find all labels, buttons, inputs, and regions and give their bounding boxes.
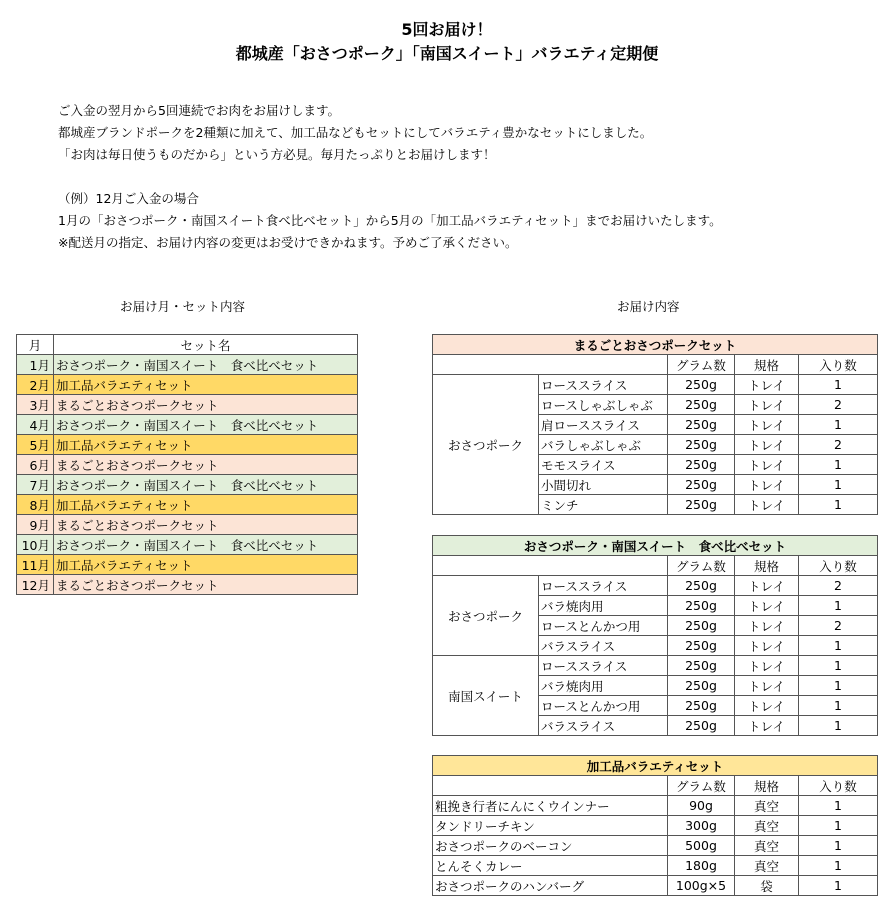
- spec-header: 規格: [735, 556, 799, 576]
- schedule-set: おさつポーク・南国スイート 食べ比べセット: [54, 415, 358, 435]
- item-name: バラ焼肉用: [539, 676, 668, 696]
- schedule-row: [17, 415, 358, 435]
- item-gram: 300g: [668, 816, 735, 836]
- item-gram: 250g: [668, 576, 735, 596]
- intro-line-3: 「お肉は毎日使うものだから」という方必見。毎月たっぷりとお届けします！: [58, 147, 496, 162]
- item-qty: 2: [799, 576, 878, 596]
- spec-header: 規格: [735, 355, 799, 375]
- item-spec: トレイ: [735, 596, 799, 616]
- item-name: 小間切れ: [539, 475, 668, 495]
- item-spec: 真空: [735, 816, 799, 836]
- table-row: [433, 375, 878, 395]
- schedule-month: 9月: [17, 515, 54, 535]
- item-qty: 1: [799, 495, 878, 515]
- schedule-set: まるごとおさつポークセット: [54, 575, 358, 595]
- set3-table: [432, 755, 878, 896]
- page-title-line2: 都城産「おさつポーク」「南国スイート」バラエティ定期便: [235, 44, 659, 63]
- item-qty: 1: [799, 836, 878, 856]
- schedule-row: [17, 515, 358, 535]
- set3-col-header: [433, 776, 878, 796]
- gram-header: グラム数: [668, 556, 735, 576]
- item-spec: トレイ: [735, 475, 799, 495]
- schedule-row: [17, 375, 358, 395]
- set-header: セット名: [54, 335, 358, 355]
- intro-line-1: ご入金の翌月から5回連続でお肉をお届けします。: [58, 103, 340, 118]
- item-gram: 250g: [668, 616, 735, 636]
- table-row: [433, 796, 878, 816]
- item-name: とんそくカレー: [433, 856, 668, 876]
- set2-table: [432, 535, 878, 736]
- item-name: バラスライス: [539, 636, 668, 656]
- item-qty: 1: [799, 876, 878, 896]
- example-line-2: 1月の「おさつポーク・南国スイート食べ比べセット」から5月の「加工品バラエティセット」までお届けいたします。: [58, 213, 722, 228]
- item-spec: 袋: [735, 876, 799, 896]
- item-gram: 250g: [668, 415, 735, 435]
- item-qty: 2: [799, 616, 878, 636]
- schedule-set: 加工品バラエティセット: [54, 495, 358, 515]
- item-name: ロースとんかつ用: [539, 696, 668, 716]
- gram-header: グラム数: [668, 776, 735, 796]
- schedule-row: [17, 475, 358, 495]
- item-spec: 真空: [735, 836, 799, 856]
- item-gram: 180g: [668, 856, 735, 876]
- item-gram: 250g: [668, 495, 735, 515]
- schedule-row: [17, 535, 358, 555]
- set3-title: 加工品バラエティセット: [433, 756, 878, 776]
- item-name: ローススライス: [539, 375, 668, 395]
- item-spec: トレイ: [735, 676, 799, 696]
- item-spec: トレイ: [735, 616, 799, 636]
- set1-group-label: おさつポーク: [433, 375, 539, 515]
- set2-col-header: [433, 556, 878, 576]
- schedule-header: [17, 335, 358, 355]
- schedule-set: おさつポーク・南国スイート 食べ比べセット: [54, 475, 358, 495]
- schedule-month: 1月: [17, 355, 54, 375]
- item-gram: 250g: [668, 596, 735, 616]
- item-name: ローススライス: [539, 576, 668, 596]
- item-spec: トレイ: [735, 696, 799, 716]
- item-qty: 1: [799, 796, 878, 816]
- schedule-caption: お届け月・セット内容: [120, 299, 246, 314]
- intro-line-2: 都城産ブランドポークを2種類に加えて、加工品などもセットにしてバラエティ豊かなセットにしました。: [58, 125, 653, 140]
- table-row: [433, 836, 878, 856]
- item-qty: 1: [799, 716, 878, 736]
- item-name: バラ焼肉用: [539, 596, 668, 616]
- item-name: 肩ローススライス: [539, 415, 668, 435]
- item-gram: 250g: [668, 656, 735, 676]
- item-spec: トレイ: [735, 415, 799, 435]
- item-spec: トレイ: [735, 656, 799, 676]
- schedule-month: 5月: [17, 435, 54, 455]
- item-qty: 1: [799, 455, 878, 475]
- item-gram: 250g: [668, 435, 735, 455]
- item-qty: 1: [799, 816, 878, 836]
- item-spec: トレイ: [735, 495, 799, 515]
- table-row: [433, 876, 878, 896]
- item-qty: 1: [799, 656, 878, 676]
- item-name: ローススライス: [539, 656, 668, 676]
- schedule-month: 7月: [17, 475, 54, 495]
- schedule-month: 3月: [17, 395, 54, 415]
- item-name: バラしゃぶしゃぶ: [539, 435, 668, 455]
- set1-col-header: [433, 355, 878, 375]
- schedule-month: 12月: [17, 575, 54, 595]
- set1-title: まるごとおさつポークセット: [433, 335, 878, 355]
- item-name: バラスライス: [539, 716, 668, 736]
- item-gram: 500g: [668, 836, 735, 856]
- item-gram: 90g: [668, 796, 735, 816]
- item-spec: トレイ: [735, 636, 799, 656]
- item-qty: 1: [799, 475, 878, 495]
- item-spec: トレイ: [735, 435, 799, 455]
- item-qty: 1: [799, 636, 878, 656]
- item-spec: トレイ: [735, 455, 799, 475]
- item-spec: トレイ: [735, 576, 799, 596]
- set2-title: おさつポーク・南国スイート 食べ比べセット: [433, 536, 878, 556]
- item-qty: 1: [799, 375, 878, 395]
- qty-header: 入り数: [799, 355, 878, 375]
- qty-header: 入り数: [799, 556, 878, 576]
- item-name: おさつポークのベーコン: [433, 836, 668, 856]
- schedule-table: [16, 334, 358, 595]
- month-header: 月: [17, 335, 54, 355]
- schedule-set: まるごとおさつポークセット: [54, 515, 358, 535]
- item-gram: 250g: [668, 716, 735, 736]
- set2-group-label: 南国スイート: [433, 656, 539, 736]
- schedule-month: 4月: [17, 415, 54, 435]
- qty-header: 入り数: [799, 776, 878, 796]
- schedule-month: 11月: [17, 555, 54, 575]
- schedule-row: [17, 395, 358, 415]
- item-gram: 250g: [668, 395, 735, 415]
- item-name: ミンチ: [539, 495, 668, 515]
- item-qty: 1: [799, 415, 878, 435]
- schedule-row: [17, 435, 358, 455]
- item-spec: トレイ: [735, 716, 799, 736]
- schedule-row: [17, 355, 358, 375]
- schedule-row: [17, 495, 358, 515]
- item-name: おさつポークのハンバーグ: [433, 876, 668, 896]
- schedule-set: おさつポーク・南国スイート 食べ比べセット: [54, 355, 358, 375]
- set2-group-label: おさつポーク: [433, 576, 539, 656]
- item-qty: 1: [799, 676, 878, 696]
- page-title-line1: 5回お届け！: [401, 20, 493, 39]
- item-gram: 250g: [668, 696, 735, 716]
- item-qty: 2: [799, 435, 878, 455]
- item-name: タンドリーチキン: [433, 816, 668, 836]
- schedule-month: 6月: [17, 455, 54, 475]
- schedule-set: まるごとおさつポークセット: [54, 455, 358, 475]
- table-row: [433, 576, 878, 596]
- example-line-3: ※配送月の指定、お届け内容の変更はお受けできかねます。予めご了承ください。: [58, 235, 518, 250]
- item-qty: 1: [799, 596, 878, 616]
- spec-header: 規格: [735, 776, 799, 796]
- item-spec: 真空: [735, 856, 799, 876]
- set1-table: [432, 334, 878, 515]
- item-name: 粗挽き行者にんにくウインナー: [433, 796, 668, 816]
- schedule-set: 加工品バラエティセット: [54, 555, 358, 575]
- schedule-set: おさつポーク・南国スイート 食べ比べセット: [54, 535, 358, 555]
- table-row: [433, 856, 878, 876]
- item-spec: トレイ: [735, 375, 799, 395]
- item-gram: 250g: [668, 676, 735, 696]
- schedule-row: [17, 555, 358, 575]
- item-name: モモスライス: [539, 455, 668, 475]
- schedule-row: [17, 575, 358, 595]
- gram-header: グラム数: [668, 355, 735, 375]
- item-gram: 100g×5: [668, 876, 735, 896]
- schedule-set: 加工品バラエティセット: [54, 435, 358, 455]
- schedule-month: 10月: [17, 535, 54, 555]
- item-spec: 真空: [735, 796, 799, 816]
- schedule-month: 8月: [17, 495, 54, 515]
- item-gram: 250g: [668, 475, 735, 495]
- table-row: [433, 656, 878, 676]
- example-line-1: （例）12月ご入金の場合: [58, 191, 199, 206]
- item-gram: 250g: [668, 636, 735, 656]
- schedule-set: まるごとおさつポークセット: [54, 395, 358, 415]
- item-gram: 250g: [668, 455, 735, 475]
- schedule-set: 加工品バラエティセット: [54, 375, 358, 395]
- item-name: ロースとんかつ用: [539, 616, 668, 636]
- table-row: [433, 816, 878, 836]
- item-qty: 2: [799, 395, 878, 415]
- item-name: ロースしゃぶしゃぶ: [539, 395, 668, 415]
- schedule-row: [17, 455, 358, 475]
- item-spec: トレイ: [735, 395, 799, 415]
- schedule-month: 2月: [17, 375, 54, 395]
- item-gram: 250g: [668, 375, 735, 395]
- contents-caption: お届け内容: [617, 299, 680, 314]
- item-qty: 1: [799, 856, 878, 876]
- item-qty: 1: [799, 696, 878, 716]
